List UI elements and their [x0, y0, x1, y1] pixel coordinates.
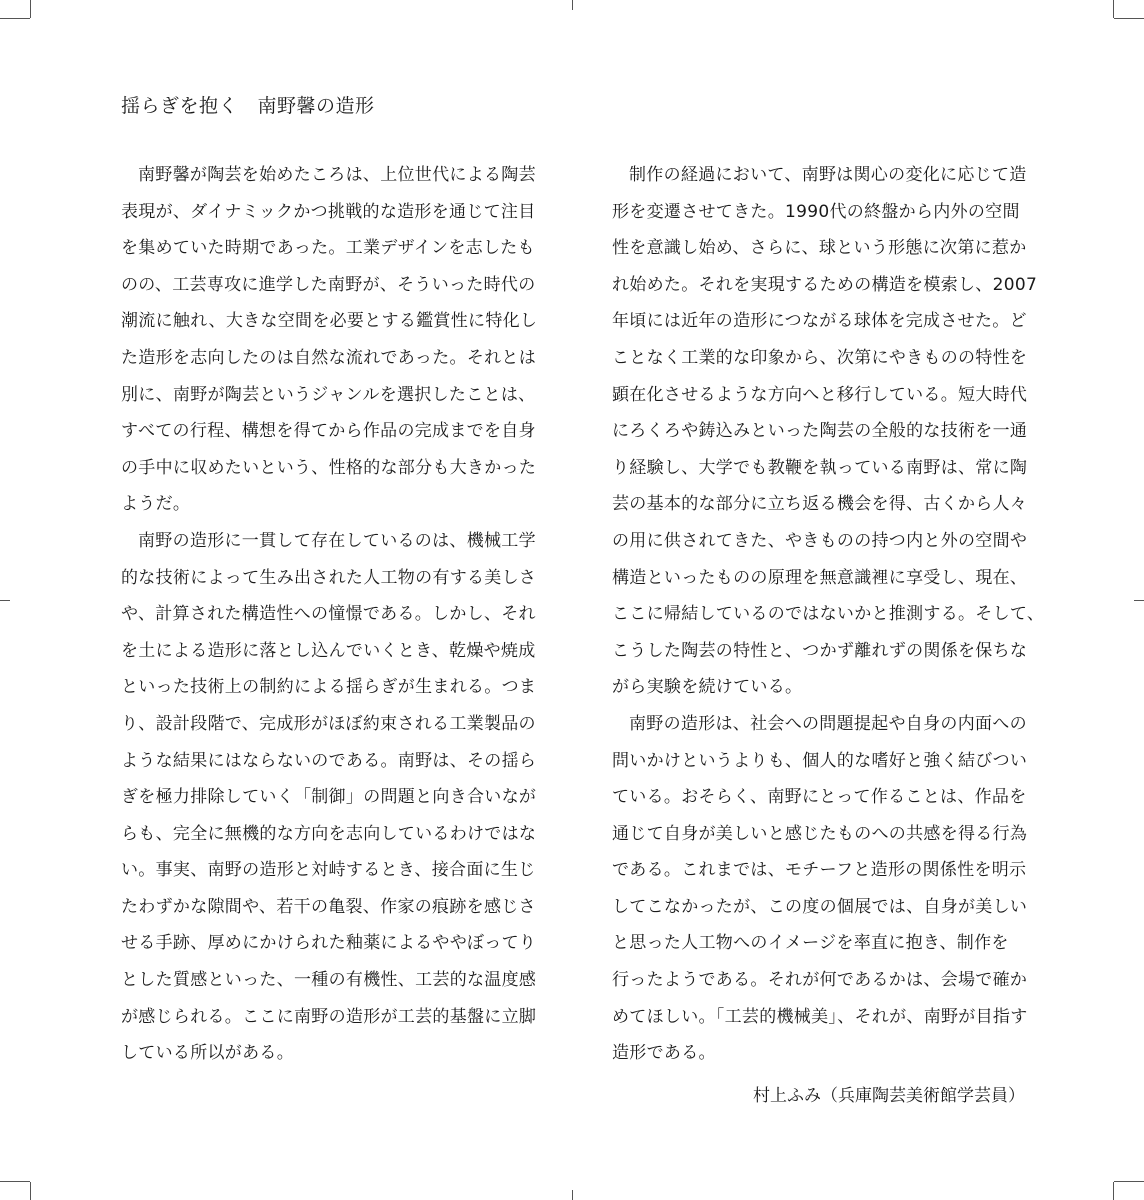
- text-line: が感じられる。ここに南野の造形が工芸的基盤に立脚: [121, 1006, 537, 1027]
- text-line: い。事実、南野の造形と対峙するとき、接合面に生じ: [121, 860, 536, 881]
- text-line: ぎを極力排除していく「制御」の問題と向き合いなが: [121, 787, 537, 808]
- text-line: や、計算された構造性への憧憬である。しかし、それ: [121, 604, 536, 625]
- text-line: してこなかったが、この度の個展では、自身が美しい: [612, 896, 1028, 917]
- text-line: り、設計段階で、完成形がほぼ約束される工業製品の: [121, 713, 536, 734]
- text-line: のの、工芸専攻に進学した南野が、そういった時代の: [121, 274, 536, 295]
- text-line: 行ったようである。それが何であるかは、会場で確か: [612, 970, 1028, 991]
- text-line: ここに帰結しているのではないかと推測する。そして、: [612, 604, 1045, 625]
- text-line: らも、完全に無機的な方向を志向しているわけではな: [121, 823, 537, 844]
- text-line: れ始めた。それを実現するための構造を模索し、2007: [612, 274, 1038, 295]
- text-line: すべての行程、構想を得てから作品の完成までを自身: [121, 421, 536, 442]
- text-line: 性を意識し始め、さらに、球という形態に次第に惹か: [612, 238, 1027, 259]
- text-line: 制作の経過において、南野は関心の変化に応じて造: [629, 165, 1027, 185]
- text-line: ている。おそらく、南野にとって作ることは、作品を: [612, 787, 1027, 808]
- text-line: 年頃には近年の造形につながる球体を完成させた。ど: [612, 311, 1027, 332]
- text-line: とした質感といった、一種の有機性、工芸的な温度感: [121, 970, 537, 991]
- text-line: り経験し、大学でも教鞭を執っている南野は、常に陶: [612, 457, 1028, 478]
- text-line: 南野の造形に一貫して存在しているのは、機械工学: [138, 530, 536, 551]
- text-line: こうした陶芸の特性と、つかず離れずの関係を保ちな: [612, 640, 1028, 661]
- left-column: [121, 157, 541, 1072]
- right-column: [612, 157, 1045, 1072]
- text-line: 別に、南野が陶芸というジャンルを選択したことは、: [121, 384, 536, 405]
- text-line: している所以がある。: [121, 1043, 294, 1064]
- text-line: と思った人工物へのイメージを率直に抱き、制作を: [612, 933, 1009, 954]
- text-line: といった技術上の制約による揺らぎが生まれる。つま: [121, 677, 537, 698]
- text-line: 芸の基本的な部分に立ち返る機会を得、古くから人々: [612, 494, 1028, 515]
- text-line: 南野の造形は、社会への問題提起や自身の内面への: [629, 713, 1027, 734]
- text-line: 潮流に触れ、大きな空間を必要とする鑑賞性に特化し: [121, 311, 538, 332]
- text-line: の手中に収めたいという、性格的な部分も大きかった: [121, 457, 537, 478]
- text-line: がら実験を続けている。: [612, 677, 803, 698]
- text-line: 表現が、ダイナミックかつ挑戦的な造形を通じて注目: [121, 201, 536, 222]
- article-title: 揺らぎを抱く 南野馨の造形: [121, 95, 375, 117]
- crop-mark-left-middle: [0, 600, 10, 601]
- text-line: た造形を志向したのは自然な流れであった。それとは: [121, 347, 537, 368]
- text-line: めてほしい。「工芸的機械美」、それが、南野が目指す: [612, 1006, 1028, 1027]
- text-line: を集めていた時期であった。工業デザインを志したも: [121, 238, 535, 259]
- text-line: ような結果にはならないのである。南野は、その揺ら: [121, 750, 537, 771]
- text-line: ようだ。: [121, 494, 191, 515]
- text-line: 顕在化させるような方向へと移行している。短大時代: [612, 384, 1028, 405]
- text-line: を土による造形に落とし込んでいくとき、乾燥や焼成: [121, 640, 536, 661]
- text-line: 構造といったものの原理を無意識裡に享受し、現在、: [612, 567, 1028, 588]
- text-line: 南野馨が陶芸を始めたころは、上位世代による陶芸: [138, 165, 536, 185]
- crop-mark-right-middle: [1134, 600, 1144, 601]
- text-line: せる手跡、厚めにかけられた釉薬によるややぼってり: [121, 933, 537, 954]
- text-line: ことなく工業的な印象から、次第にやきものの特性を: [612, 347, 1028, 368]
- crop-mark-bottom-center: [572, 1190, 573, 1200]
- text-line: 問いかけというよりも、個人的な嗜好と強く結びつい: [612, 750, 1028, 771]
- text-line: の用に供されてきた、やきものの持つ内と外の空間や: [612, 530, 1028, 551]
- author-credit: 村上ふみ（兵庫陶芸美術館学芸員）: [753, 1086, 1025, 1106]
- crop-mark-top-center: [572, 0, 573, 10]
- text-line: である。これまでは、モチーフと造形の関係性を明示: [612, 860, 1027, 881]
- text-line: 通じて自身が美しいと感じたものへの共感を得る行為: [612, 823, 1028, 844]
- text-line: 的な技術によって生み出された人工物の有する美しさ: [121, 567, 537, 588]
- text-line: にろくろや鋳込みといった陶芸の全般的な技術を一通: [612, 421, 1028, 442]
- text-line: たわずかな隙間や、若干の亀裂、作家の痕跡を感じさ: [121, 896, 536, 917]
- text-line: 造形である。: [612, 1043, 716, 1064]
- text-line: 形を変遷させてきた。1990代の終盤から内外の空間: [612, 201, 1020, 222]
